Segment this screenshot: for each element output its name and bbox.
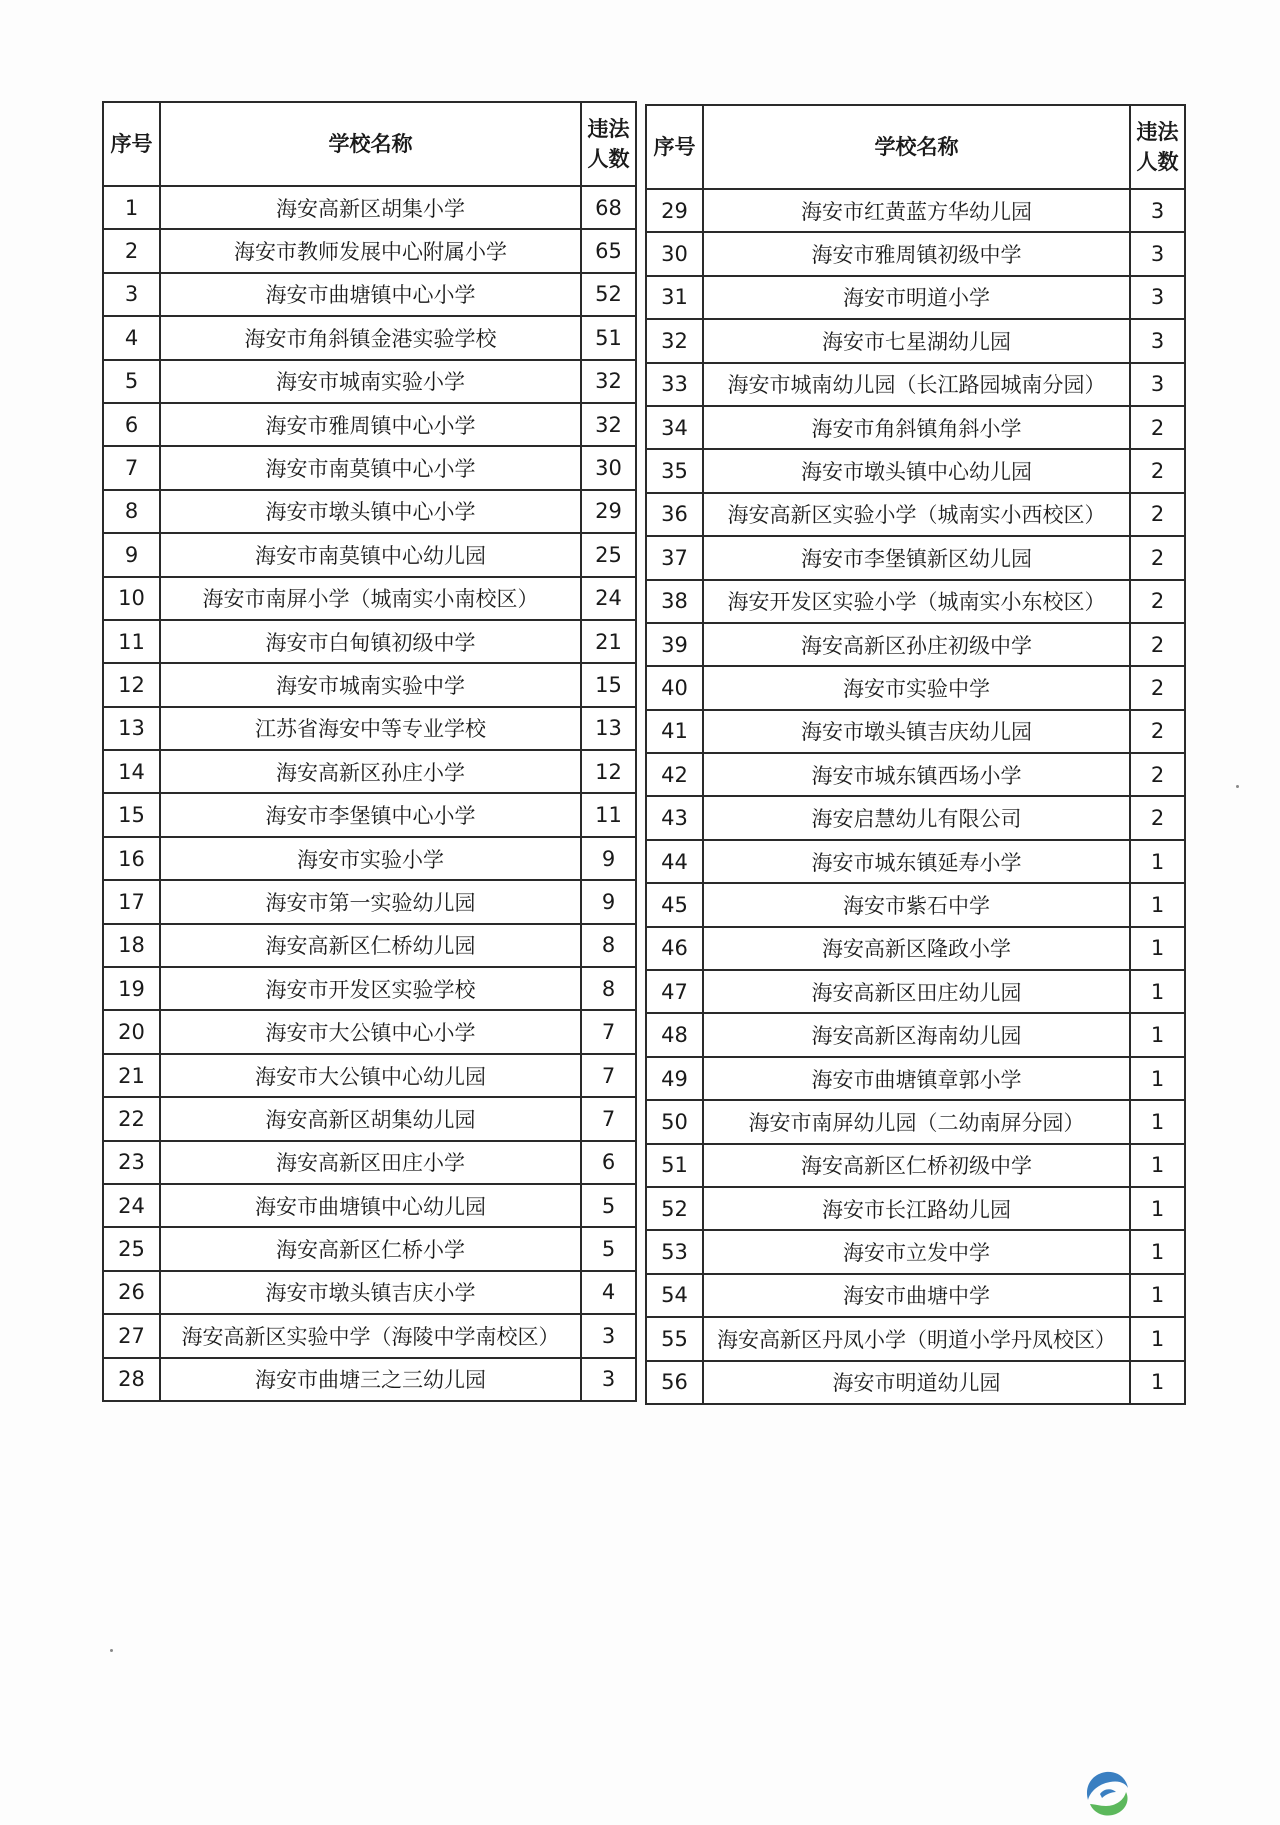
- row-number: 2: [103, 229, 160, 272]
- school-name: 海安市曲塘镇中心幼儿园: [160, 1184, 581, 1227]
- school-name: 海安市墩头镇中心幼儿园: [703, 449, 1130, 492]
- violation-count: 3: [581, 1314, 636, 1357]
- row-number: 50: [646, 1100, 703, 1143]
- violation-count: 32: [581, 403, 636, 446]
- school-name: 海安市红黄蓝方华幼儿园: [703, 189, 1130, 232]
- table-row: [103, 663, 636, 706]
- header-count-line2: 人数: [1136, 150, 1179, 174]
- table-row: [646, 276, 1185, 319]
- school-name: 海安市城东镇延寿小学: [703, 840, 1130, 883]
- violation-count: 32: [581, 360, 636, 403]
- violation-count: 68: [581, 186, 636, 229]
- row-number: 48: [646, 1013, 703, 1056]
- school-name: 江苏省海安中等专业学校: [160, 707, 581, 750]
- violation-count: 2: [1130, 623, 1185, 666]
- school-name: 海安市角斜镇金港实验学校: [160, 316, 581, 359]
- row-number: 47: [646, 970, 703, 1013]
- row-number: 36: [646, 493, 703, 536]
- row-number: 49: [646, 1057, 703, 1100]
- violation-count: 2: [1130, 580, 1185, 623]
- violation-count: 5: [581, 1227, 636, 1270]
- violation-count: 7: [581, 1097, 636, 1140]
- row-number: 30: [646, 232, 703, 275]
- school-name: 海安高新区海南幼儿园: [703, 1013, 1130, 1056]
- school-name: 海安市曲塘镇中心小学: [160, 273, 581, 316]
- row-number: 27: [103, 1314, 160, 1357]
- table-row: [646, 753, 1185, 796]
- school-name: 海安市立发中学: [703, 1230, 1130, 1273]
- row-number: 18: [103, 924, 160, 967]
- row-number: 42: [646, 753, 703, 796]
- school-name: 海安高新区孙庄初级中学: [703, 623, 1130, 666]
- row-number: 24: [103, 1184, 160, 1227]
- school-name: 海安开发区实验小学（城南实小东校区）: [703, 580, 1130, 623]
- school-name: 海安市曲塘中学: [703, 1274, 1130, 1317]
- row-number: 44: [646, 840, 703, 883]
- violation-count: 52: [581, 273, 636, 316]
- violation-count: 8: [581, 924, 636, 967]
- row-number: 45: [646, 883, 703, 926]
- table-row: [103, 750, 636, 793]
- table-row: [103, 793, 636, 836]
- row-number: 32: [646, 319, 703, 362]
- row-number: 28: [103, 1358, 160, 1401]
- table-row: [646, 1187, 1185, 1230]
- violation-count: 2: [1130, 449, 1185, 492]
- school-name: 海安高新区仁桥幼儿园: [160, 924, 581, 967]
- school-name: 海安市城南幼儿园（长江路园城南分园）: [703, 363, 1130, 406]
- school-name: 海安市墩头镇吉庆小学: [160, 1271, 581, 1314]
- violation-count: 3: [1130, 189, 1185, 232]
- school-name: 海安市城南实验小学: [160, 360, 581, 403]
- header-seq: 序号: [646, 105, 703, 189]
- table-row: [646, 536, 1185, 579]
- row-number: 20: [103, 1010, 160, 1053]
- table-row: [103, 967, 636, 1010]
- header-count-line1: 违法: [587, 117, 630, 141]
- scan-speck: [1236, 785, 1239, 788]
- table-row: [103, 360, 636, 403]
- violation-count: 7: [581, 1010, 636, 1053]
- row-number: 35: [646, 449, 703, 492]
- school-name: 海安高新区孙庄小学: [160, 750, 581, 793]
- table-row: [646, 363, 1185, 406]
- table-row: [646, 796, 1185, 839]
- violation-count: 24: [581, 577, 636, 620]
- violation-count: 65: [581, 229, 636, 272]
- row-number: 34: [646, 406, 703, 449]
- right-table-body: [646, 189, 1185, 1404]
- school-name: 海安市曲塘镇章郭小学: [703, 1057, 1130, 1100]
- left-table-body: [103, 186, 636, 1401]
- table-row: [103, 1227, 636, 1270]
- left-violation-table: [102, 101, 637, 1402]
- school-name: 海安市南屏幼儿园（二幼南屏分园）: [703, 1100, 1130, 1143]
- school-name: 海安市紫石中学: [703, 883, 1130, 926]
- violation-count: 1: [1130, 1361, 1185, 1404]
- row-number: 19: [103, 967, 160, 1010]
- school-name: 海安高新区仁桥初级中学: [703, 1144, 1130, 1187]
- row-number: 56: [646, 1361, 703, 1404]
- violation-count: 25: [581, 533, 636, 576]
- violation-count: 1: [1130, 1057, 1185, 1100]
- school-name: 海安市李堡镇新区幼儿园: [703, 536, 1130, 579]
- table-row: [103, 577, 636, 620]
- violation-count: 51: [581, 316, 636, 359]
- violation-count: 1: [1130, 1274, 1185, 1317]
- table-row: [646, 232, 1185, 275]
- table-row: [103, 1097, 636, 1140]
- table-row: [103, 1184, 636, 1227]
- violation-count: 30: [581, 446, 636, 489]
- violation-count: 11: [581, 793, 636, 836]
- violation-count: 8: [581, 967, 636, 1010]
- violation-count: 2: [1130, 796, 1185, 839]
- violation-count: 3: [1130, 276, 1185, 319]
- row-number: 26: [103, 1271, 160, 1314]
- table-row: [103, 1314, 636, 1357]
- row-number: 43: [646, 796, 703, 839]
- header-school-name: 学校名称: [160, 102, 581, 186]
- school-name: 海安市大公镇中心小学: [160, 1010, 581, 1053]
- school-name: 海安高新区仁桥小学: [160, 1227, 581, 1270]
- table-row: [103, 273, 636, 316]
- row-number: 54: [646, 1274, 703, 1317]
- school-name: 海安市角斜镇角斜小学: [703, 406, 1130, 449]
- header-count: [581, 102, 636, 186]
- row-number: 1: [103, 186, 160, 229]
- row-number: 17: [103, 880, 160, 923]
- violation-count: 4: [581, 1271, 636, 1314]
- table-row: [103, 1010, 636, 1053]
- school-name: 海安市雅周镇中心小学: [160, 403, 581, 446]
- school-name: 海安市墩头镇吉庆幼儿园: [703, 710, 1130, 753]
- row-number: 16: [103, 837, 160, 880]
- violation-count: 2: [1130, 666, 1185, 709]
- school-name: 海安高新区实验中学（海陵中学南校区）: [160, 1314, 581, 1357]
- school-name: 海安市实验中学: [703, 666, 1130, 709]
- row-number: 22: [103, 1097, 160, 1140]
- school-name: 海安市大公镇中心幼儿园: [160, 1054, 581, 1097]
- row-number: 10: [103, 577, 160, 620]
- table-row: [103, 880, 636, 923]
- violation-count: 1: [1130, 1013, 1185, 1056]
- row-number: 14: [103, 750, 160, 793]
- row-number: 46: [646, 927, 703, 970]
- school-name: 海安市长江路幼儿园: [703, 1187, 1130, 1230]
- row-number: 11: [103, 620, 160, 663]
- row-number: 3: [103, 273, 160, 316]
- table-row: [103, 837, 636, 880]
- table-row: [646, 449, 1185, 492]
- violation-count: 13: [581, 707, 636, 750]
- table-row: [646, 883, 1185, 926]
- table-row: [103, 186, 636, 229]
- school-name: 海安市曲塘三之三幼儿园: [160, 1358, 581, 1401]
- violation-count: 6: [581, 1141, 636, 1184]
- school-name: 海安高新区隆政小学: [703, 927, 1130, 970]
- violation-count: 2: [1130, 536, 1185, 579]
- violation-count: 7: [581, 1054, 636, 1097]
- school-name: 海安市雅周镇初级中学: [703, 232, 1130, 275]
- violation-count: 21: [581, 620, 636, 663]
- violation-count: 1: [1130, 1187, 1185, 1230]
- school-name: 海安市教师发展中心附属小学: [160, 229, 581, 272]
- school-name: 海安市明道幼儿园: [703, 1361, 1130, 1404]
- table-row: [103, 316, 636, 359]
- row-number: 52: [646, 1187, 703, 1230]
- row-number: 33: [646, 363, 703, 406]
- violation-count: 3: [1130, 319, 1185, 362]
- school-name: 海安高新区胡集幼儿园: [160, 1097, 581, 1140]
- table-row: [103, 1141, 636, 1184]
- row-number: 29: [646, 189, 703, 232]
- school-name: 海安高新区田庄幼儿园: [703, 970, 1130, 1013]
- row-number: 37: [646, 536, 703, 579]
- violation-count: 9: [581, 837, 636, 880]
- table-row: [103, 707, 636, 750]
- row-number: 4: [103, 316, 160, 359]
- table-header-row: [646, 105, 1185, 189]
- table-row: [646, 1317, 1185, 1360]
- school-name: 海安市南莫镇中心幼儿园: [160, 533, 581, 576]
- table-row: [646, 927, 1185, 970]
- school-name: 海安市南屏小学（城南实小南校区）: [160, 577, 581, 620]
- violation-count: 1: [1130, 1144, 1185, 1187]
- school-name: 海安启慧幼儿有限公司: [703, 796, 1130, 839]
- violation-count: 1: [1130, 1317, 1185, 1360]
- violation-count: 5: [581, 1184, 636, 1227]
- row-number: 31: [646, 276, 703, 319]
- school-name: 海安高新区丹凤小学（明道小学丹凤校区）: [703, 1317, 1130, 1360]
- school-name: 海安高新区田庄小学: [160, 1141, 581, 1184]
- row-number: 40: [646, 666, 703, 709]
- table-row: [646, 1144, 1185, 1187]
- row-number: 8: [103, 490, 160, 533]
- row-number: 38: [646, 580, 703, 623]
- table-row: [103, 446, 636, 489]
- table-row: [103, 1358, 636, 1401]
- row-number: 21: [103, 1054, 160, 1097]
- table-row: [646, 580, 1185, 623]
- row-number: 53: [646, 1230, 703, 1273]
- row-number: 41: [646, 710, 703, 753]
- violation-count: 29: [581, 490, 636, 533]
- violation-count: 1: [1130, 970, 1185, 1013]
- row-number: 39: [646, 623, 703, 666]
- school-name: 海安市白甸镇初级中学: [160, 620, 581, 663]
- violation-count: 1: [1130, 883, 1185, 926]
- table-row: [103, 1271, 636, 1314]
- table-row: [646, 189, 1185, 232]
- table-row: [646, 1057, 1185, 1100]
- school-name: 海安市开发区实验学校: [160, 967, 581, 1010]
- scan-speck: [110, 1649, 113, 1652]
- violation-count: 2: [1130, 493, 1185, 536]
- row-number: 5: [103, 360, 160, 403]
- violation-count: 1: [1130, 1100, 1185, 1143]
- row-number: 55: [646, 1317, 703, 1360]
- violation-count: 15: [581, 663, 636, 706]
- violation-count: 1: [1130, 927, 1185, 970]
- table-row: [103, 1054, 636, 1097]
- table-row: [646, 623, 1185, 666]
- table-row: [646, 406, 1185, 449]
- table-row: [646, 1274, 1185, 1317]
- school-name: 海安市第一实验幼儿园: [160, 880, 581, 923]
- row-number: 15: [103, 793, 160, 836]
- leaf-swirl-logo-icon: [1080, 1768, 1132, 1820]
- school-name: 海安市南莫镇中心小学: [160, 446, 581, 489]
- violation-count: 12: [581, 750, 636, 793]
- table-row: [646, 970, 1185, 1013]
- table-row: [646, 1361, 1185, 1404]
- violation-count: 9: [581, 880, 636, 923]
- table-row: [646, 1100, 1185, 1143]
- table-row: [646, 1013, 1185, 1056]
- table-row: [103, 229, 636, 272]
- school-name: 海安市城东镇西场小学: [703, 753, 1130, 796]
- table-row: [646, 840, 1185, 883]
- school-name: 海安市墩头镇中心小学: [160, 490, 581, 533]
- school-name: 海安市实验小学: [160, 837, 581, 880]
- violation-count: 2: [1130, 710, 1185, 753]
- table-row: [103, 403, 636, 446]
- violation-count: 3: [1130, 363, 1185, 406]
- table-row: [103, 620, 636, 663]
- table-row: [103, 533, 636, 576]
- table-row: [646, 666, 1185, 709]
- school-name: 海安市明道小学: [703, 276, 1130, 319]
- school-name: 海安市城南实验中学: [160, 663, 581, 706]
- violation-count: 2: [1130, 406, 1185, 449]
- table-row: [646, 710, 1185, 753]
- table-header-row: [103, 102, 636, 186]
- violation-count: 3: [581, 1358, 636, 1401]
- header-count-line1: 违法: [1136, 120, 1179, 144]
- row-number: 25: [103, 1227, 160, 1270]
- school-name: 海安高新区实验小学（城南实小西校区）: [703, 493, 1130, 536]
- header-seq: 序号: [103, 102, 160, 186]
- row-number: 6: [103, 403, 160, 446]
- table-row: [103, 924, 636, 967]
- school-name: 海安市七星湖幼儿园: [703, 319, 1130, 362]
- row-number: 7: [103, 446, 160, 489]
- row-number: 12: [103, 663, 160, 706]
- right-violation-table: [645, 104, 1186, 1405]
- school-name: 海安市李堡镇中心小学: [160, 793, 581, 836]
- violation-count: 2: [1130, 753, 1185, 796]
- table-row: [103, 490, 636, 533]
- violation-count: 1: [1130, 840, 1185, 883]
- table-row: [646, 493, 1185, 536]
- header-school-name: 学校名称: [703, 105, 1130, 189]
- table-row: [646, 1230, 1185, 1273]
- row-number: 51: [646, 1144, 703, 1187]
- row-number: 9: [103, 533, 160, 576]
- violation-count: 1: [1130, 1230, 1185, 1273]
- header-count-line2: 人数: [587, 147, 630, 171]
- school-name: 海安高新区胡集小学: [160, 186, 581, 229]
- header-count: [1130, 105, 1185, 189]
- row-number: 23: [103, 1141, 160, 1184]
- table-row: [646, 319, 1185, 362]
- row-number: 13: [103, 707, 160, 750]
- violation-count: 3: [1130, 232, 1185, 275]
